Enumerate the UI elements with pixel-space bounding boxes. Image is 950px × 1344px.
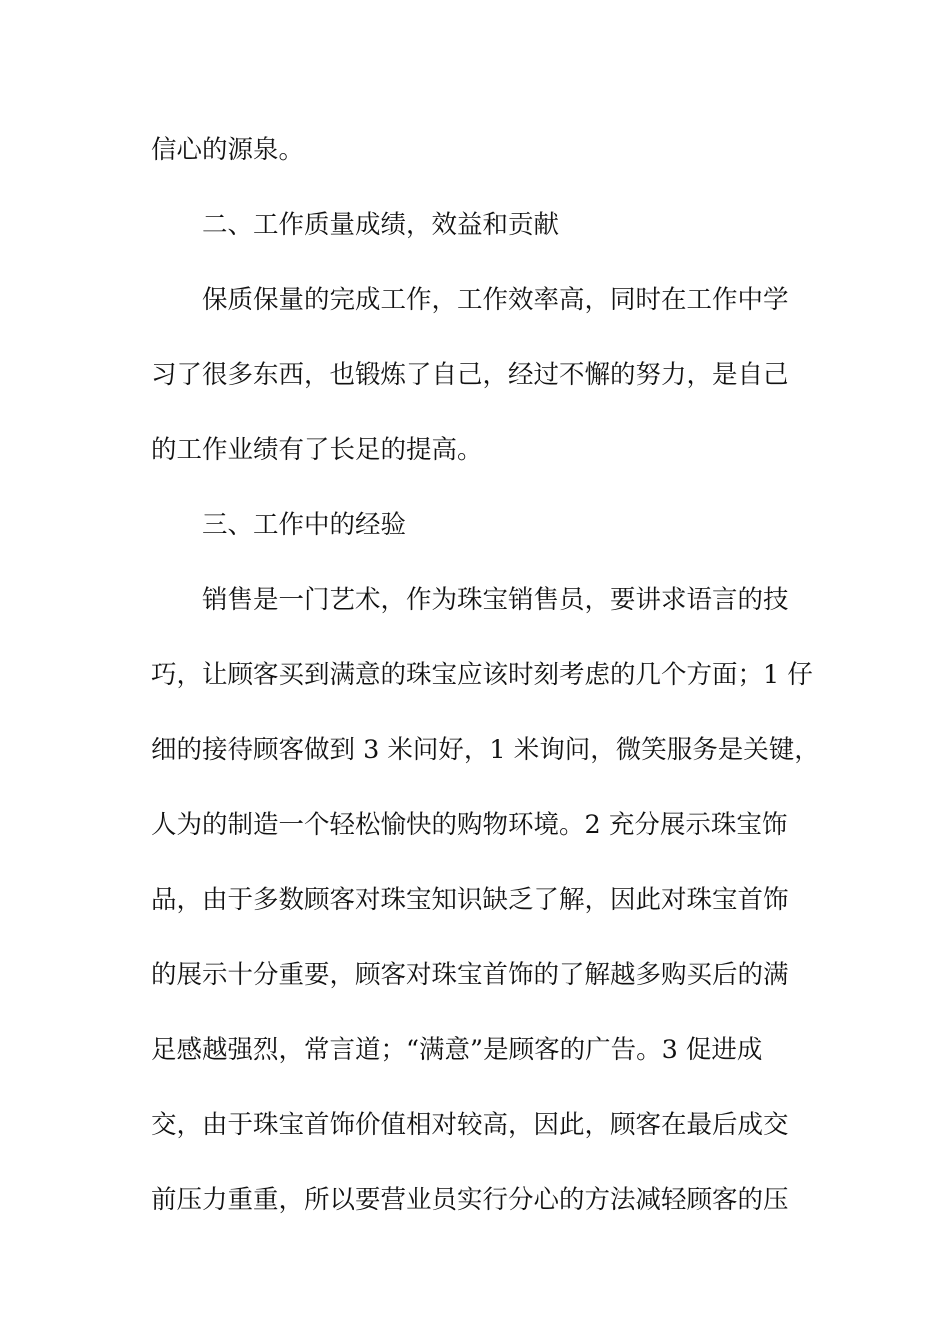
paragraph-line: 习了很多东西，也锻炼了自己，经过不懈的努力，是自己 [151,360,789,390]
section-heading: 二、工作质量成绩，效益和贡献 [202,210,560,240]
paragraph-line: 品，由于多数顾客对珠宝知识缺乏了解，因此对珠宝首饰 [151,885,789,915]
paragraph-line: 人为的制造一个轻松愉快的购物环境。2 充分展示珠宝饰 [151,810,788,840]
paragraph-line: 前压力重重，所以要营业员实行分心的方法减轻顾客的压 [151,1185,789,1215]
paragraph-line: 信心的源泉。 [151,135,305,165]
paragraph-line: 的工作业绩有了长足的提高。 [151,435,483,465]
paragraph-line: 细的接待顾客做到 3 米问好，1 米询问，微笑服务是关键， [151,735,820,765]
paragraph-line: 销售是一门艺术，作为珠宝销售员，要讲求语言的技 [202,585,789,615]
paragraph-line: 的展示十分重要，顾客对珠宝首饰的了解越多购买后的满 [151,960,789,990]
paragraph-line: 交，由于珠宝首饰价值相对较高，因此，顾客在最后成交 [151,1110,789,1140]
section-heading: 三、工作中的经验 [202,510,407,540]
paragraph-line: 保质保量的完成工作，工作效率高，同时在工作中学 [202,285,789,315]
paragraph-line: 足感越强烈，常言道；“满意”是顾客的广告。3 促进成 [151,1035,763,1065]
paragraph-line: 巧，让顾客买到满意的珠宝应该时刻考虑的几个方面；1 仔 [151,660,813,690]
